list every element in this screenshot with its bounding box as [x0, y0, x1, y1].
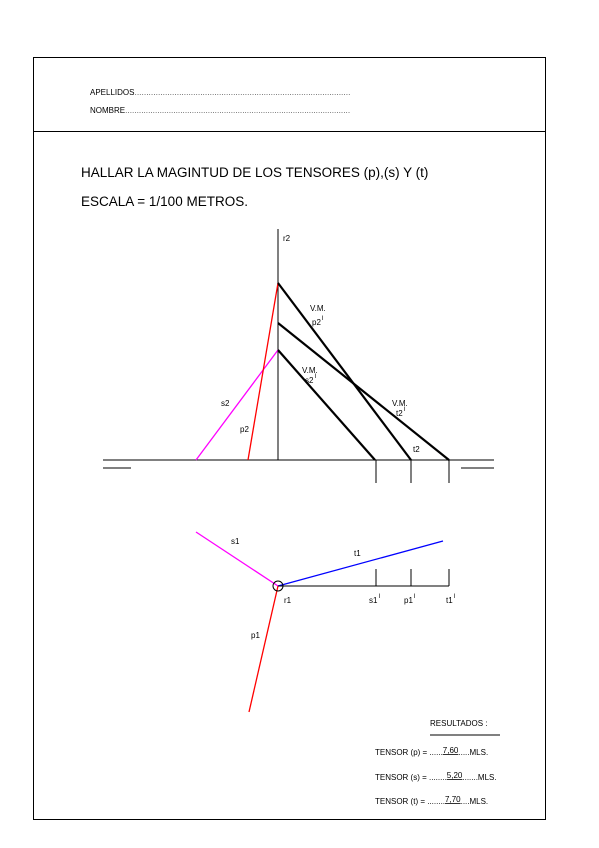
result-row-t: TENSOR (t) = ........7,70....MLS.	[375, 795, 489, 806]
label-t1: t1	[354, 549, 361, 558]
result-value-p: 7,60	[442, 746, 459, 755]
label-s2: s2	[221, 399, 230, 408]
label-p1: p1	[251, 631, 260, 640]
result-row-s: TENSOR (s) = ........5,20.......MLS.	[375, 771, 497, 782]
nombre-field[interactable]	[90, 106, 350, 115]
label-p1-prime: $p1^I$	[404, 594, 416, 605]
elevation-view	[103, 229, 494, 483]
result-row-p: TENSOR (p) = ......7,60.....MLS.	[375, 746, 489, 757]
label-r1: r1	[284, 596, 292, 605]
result-value-t: 7,70	[445, 795, 461, 804]
cable-s2	[196, 350, 278, 460]
plan-view	[196, 532, 456, 712]
result-value-s: 5,20	[446, 771, 463, 780]
label-s1-prime: $s1^I$	[369, 594, 381, 605]
label-t1-prime: $t1^I$	[446, 594, 456, 605]
label-vm-p: V.M.	[310, 304, 326, 313]
label-t2: t2	[413, 445, 420, 454]
cable-p1	[249, 586, 278, 712]
label-s2-prime: $s2^I$	[305, 374, 317, 385]
label-vm-s: V.M.	[302, 366, 318, 375]
results-block	[375, 719, 500, 806]
cable-p2	[248, 283, 278, 460]
nombre-label: NOMBRE	[90, 106, 126, 115]
results-title: RESULTADOS :	[430, 719, 488, 728]
true-length-t	[278, 323, 449, 460]
header-fields	[90, 88, 350, 115]
label-p2-prime: $p2^I$	[312, 316, 324, 327]
apellidos-field[interactable]	[90, 88, 350, 97]
nombre-dots: ..................................................................................................	[125, 109, 351, 115]
label-p2: p2	[240, 425, 249, 434]
problem-line-1: HALLAR LA MAGINTUD DE LOS TENSORES (p),(s) Y (t)	[81, 165, 429, 180]
true-length-s	[278, 350, 375, 460]
label-vm-t: V.M.	[392, 399, 408, 408]
label-r2: r2	[283, 234, 291, 243]
problem-line-2: ESCALA = 1/100 METROS.	[81, 194, 248, 209]
cable-t1	[278, 541, 443, 586]
apellidos-label: APELLIDOS	[90, 88, 135, 97]
label-s1: s1	[231, 537, 240, 546]
label-t2-prime: $t2^I$	[396, 407, 406, 418]
apellidos-dots: ............................................................................................	[134, 91, 351, 97]
